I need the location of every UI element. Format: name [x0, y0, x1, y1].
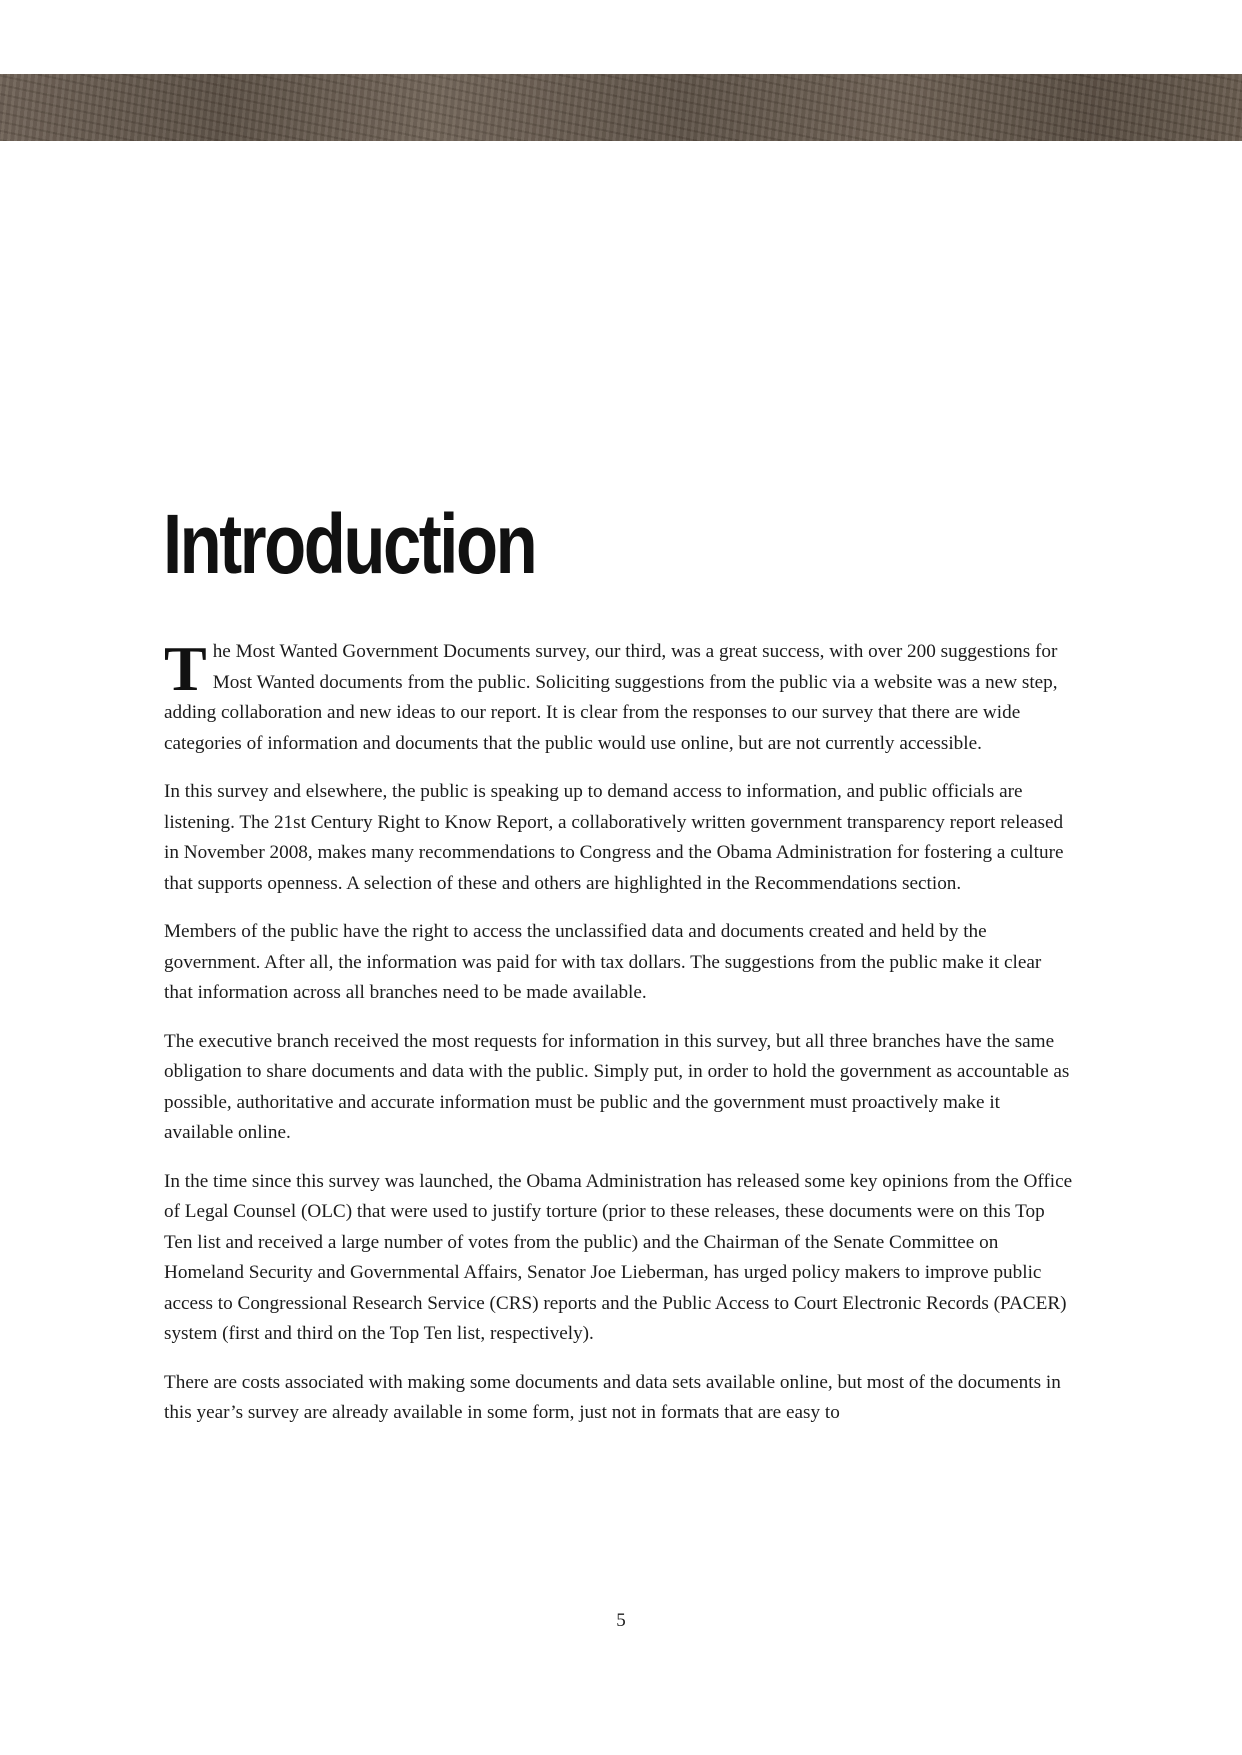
- paragraph-3: Members of the public have the right to access the unclassified data and documents created and held by the government. After all, the information was paid for with tax dollars. The suggestions from the public make it clear that information across all branches need to be made available.: [164, 921, 1042, 1003]
- page-number: 5: [616, 1610, 626, 1631]
- header-texture-band: [0, 74, 1242, 141]
- drop-cap: T: [164, 633, 207, 704]
- paragraph-1: [164, 633, 1074, 759]
- paragraph-5: In the time since this survey was launched, the Obama Administration has released some key opinions from the Office of Legal Counsel (OLC) that were used to justify torture (prior to these releases, these documents were on this Top Ten list and received a large number of votes from the public) and the Chairman of the Senate Committee on Homeland Security and Governmental Affairs, Senator Joe Lieberman, has urged policy makers to improve public access to Congressional Research Service (CRS) reports and the Public Access to Court Electronic Records (PACER) system (first and third on the Top Ten list, respectively).: [164, 1170, 1073, 1344]
- paragraph-2: In this survey and elsewhere, the public is speaking up to demand access to information, and public officials are listening. The 21st Century Right to Know Report, a collaboratively written government transparency report released in November 2008, makes many recommendations to Congress and the Obama Administration for fostering a culture that supports openness. A selection of these and others are highlighted in the Recommendations section.: [164, 781, 1064, 894]
- paragraph-4: The executive branch received the most requests for information in this survey, but all three branches have the same obligation to share documents and data with the public. Simply put, in order to hold the government as accountable as possible, authoritative and accurate information must be public and the government must proactively make it available online.: [164, 1030, 1070, 1143]
- body-text: [164, 633, 1074, 1447]
- paragraph-6: There are costs associated with making some documents and data sets available online, but most of the documents in this year’s survey are already available in some form, just not in formats that are easy to: [164, 1371, 1061, 1423]
- paragraph-1-text: he Most Wanted Government Documents survey, our third, was a great success, with over 200 suggestions for Most Wanted documents from the public. Soliciting suggestions from the public via a website was a new step, adding collaboration and new ideas to our report. It is clear from the responses to our survey that there are wide categories of information and documents that the public would use online, but are not currently accessible.: [164, 641, 1058, 754]
- page-title: Introduction: [163, 497, 536, 591]
